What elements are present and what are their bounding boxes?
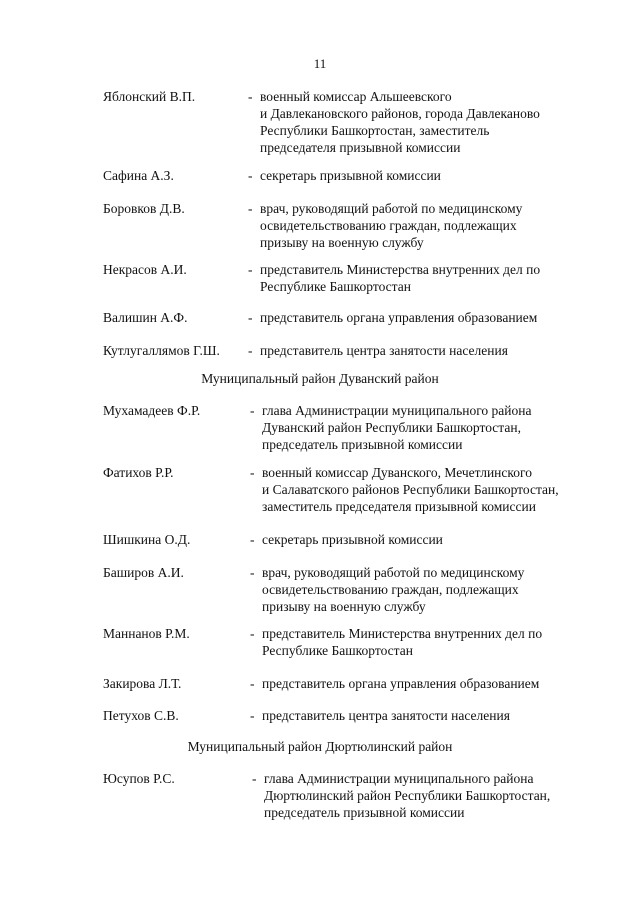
role-line: военный комиссар Альшеевского — [260, 89, 452, 104]
role-line: секретарь призывной комиссии — [262, 532, 443, 547]
member-role — [260, 261, 540, 295]
role-line: освидетельствованию граждан, подлежащих — [262, 582, 519, 597]
section-title: Муниципальный район Дюртюлинский район — [187, 739, 453, 754]
role-line: Республики Башкортостан, заместитель — [260, 123, 490, 138]
role-line: секретарь призывной комиссии — [260, 168, 441, 183]
dash-separator: - — [250, 626, 255, 641]
member-role — [260, 88, 540, 156]
member-name: Яблонский В.П. — [103, 89, 196, 104]
member-role — [260, 200, 522, 251]
role-line: представитель центра занятости населения — [260, 343, 508, 358]
member-role — [260, 167, 441, 184]
member-name: Кутлугаллямов Г.Ш. — [103, 343, 220, 358]
role-line: освидетельствованию граждан, подлежащих — [260, 218, 517, 233]
page-number: 11 — [313, 56, 327, 71]
member-role — [262, 564, 524, 615]
member-name: Мухамадеев Ф.Р. — [103, 403, 201, 418]
role-line: представитель органа управления образованием — [260, 310, 538, 325]
dash-separator: - — [252, 771, 257, 786]
role-line: врач, руководящий работой по медицинскому — [262, 565, 525, 580]
role-line: представитель Министерства внутренних дел по — [262, 626, 543, 641]
role-line: призыву на военную службу — [262, 599, 426, 614]
role-line: Республике Башкортостан — [260, 279, 411, 294]
role-line: председатель призывной комиссии — [264, 805, 465, 820]
role-line: представитель центра занятости населения — [262, 708, 510, 723]
member-name: Маннанов Р.М. — [103, 626, 190, 641]
role-line: Республике Башкортостан — [262, 643, 413, 658]
dash-separator: - — [250, 676, 255, 691]
role-line: представитель органа управления образованием — [262, 676, 540, 691]
member-role — [262, 402, 531, 453]
role-line: и Давлекановского районов, города Давлеканово — [260, 106, 540, 121]
member-name: Закирова Л.Т. — [103, 676, 182, 691]
member-role — [262, 625, 542, 659]
member-name: Баширов А.И. — [103, 565, 184, 580]
role-line: Дуванский район Республики Башкортостан, — [262, 420, 521, 435]
role-line: врач, руководящий работой по медицинскому — [260, 201, 523, 216]
member-name: Валишин А.Ф. — [103, 310, 188, 325]
dash-separator: - — [250, 403, 255, 418]
member-name: Петухов С.В. — [103, 708, 179, 723]
role-line: и Салаватского районов Республики Башкортостан, — [262, 482, 559, 497]
member-role — [260, 309, 537, 326]
member-name: Сафина А.З. — [103, 168, 174, 183]
member-name: Фатихов Р.Р. — [103, 465, 174, 480]
dash-separator: - — [250, 532, 255, 547]
member-name: Некрасов А.И. — [103, 262, 187, 277]
member-role — [262, 531, 443, 548]
dash-separator: - — [248, 262, 253, 277]
section-title: Муниципальный район Дуванский район — [201, 371, 439, 386]
member-name: Шишкина О.Д. — [103, 532, 191, 547]
role-line: председателя призывной комиссии — [260, 140, 461, 155]
dash-separator: - — [248, 168, 253, 183]
dash-separator: - — [248, 343, 253, 358]
member-role — [262, 707, 510, 724]
member-role — [264, 770, 550, 821]
dash-separator: - — [248, 201, 253, 216]
member-name: Юсупов Р.С. — [103, 771, 175, 786]
role-line: глава Администрации муниципального района — [262, 403, 532, 418]
dash-separator: - — [248, 310, 253, 325]
dash-separator: - — [250, 465, 255, 480]
role-line: Дюртюлинский район Республики Башкортостан, — [264, 788, 551, 803]
role-line: заместитель председателя призывной комиссии — [262, 499, 536, 514]
role-line: председатель призывной комиссии — [262, 437, 463, 452]
member-role — [262, 675, 539, 692]
dash-separator: - — [250, 565, 255, 580]
member-role — [262, 464, 559, 515]
role-line: представитель Министерства внутренних дел по — [260, 262, 541, 277]
role-line: глава Администрации муниципального района — [264, 771, 534, 786]
member-name: Боровков Д.В. — [103, 201, 185, 216]
member-role — [260, 342, 508, 359]
role-line: военный комиссар Дуванского, Мечетлинского — [262, 465, 532, 480]
dash-separator: - — [250, 708, 255, 723]
dash-separator: - — [248, 89, 253, 104]
role-line: призыву на военную службу — [260, 235, 424, 250]
